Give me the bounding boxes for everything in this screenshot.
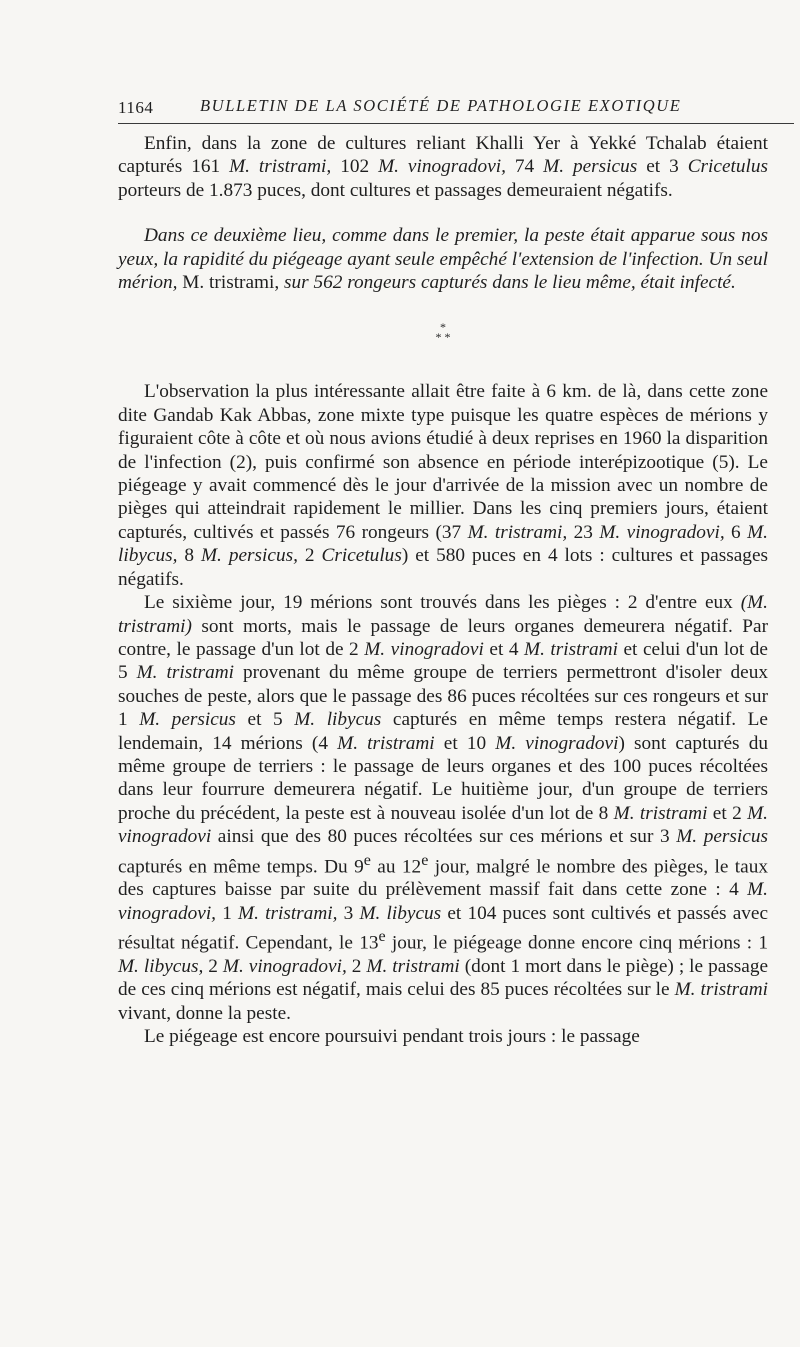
section-separator: * * *	[435, 320, 451, 345]
header-rule	[118, 123, 794, 124]
paragraph-4: Le sixième jour, 19 mérions sont trouvés dans les pièges : 2 d'entre eux (M. tristrami) sont morts, mais le passage de leurs organes demeurera négatif. Par contre, le passage d'un lot de 2 M. vinogradovi et 4 M. tristrami et celui d'un lot de 5 M. tristrami provenant du même groupe de terriers permettront d'isoler deux souches de peste, alors que le passage des 86 puces récoltées sur ces rongeurs et sur 1 M. persicus et 5 M. libycus capturés en même temps restera négatif. Le lendemain, 14 mérions (4 M. tristrami et 10 M. vinogradovi) sont capturés du même groupe de terriers : le passage de leurs organes et des 100 puces récoltées dans leur fourrure demeurera négatif. Le huitième jour, d'un groupe de terriers proche du précédent, la peste est à nouveau isolée d'un lot de 8 M. tristrami et 2 M. vinogradovi ainsi que des 80 puces récoltées sur ces mérions et sur 3 M. persicus capturés en même temps. Du 9e au 12e jour, malgré le nombre des pièges, le taux des captures baisse par suite du prélèvement massif fait dans cette zone : 4 M. vinogradovi, 1 M. tristrami, 3 M. libycus et 104 puces sont cultivés et passés avec résultat négatif. Cependant, le 13e jour, le piégeage donne encore cinq mérions : 1 M. libycus, 2 M. vinogradovi, 2 M. tristrami (dont 1 mort dans le piège) ; le passage de ces cinq mérions est négatif, mais celui des 85 puces récoltées sur le M. tristrami vivant, donne la peste.	[118, 592, 769, 1024]
body-text	[118, 132, 768, 1049]
paragraph-1: Enfin, dans la zone de cultures reliant Khalli Yer à Yekké Tchalab étaient capturés 161 M. tristrami, 102 M. vinogradovi, 74 M. persicus et 3 Cricetulus porteurs de 1.873 puces, dont cultures et passages demeuraient négatifs.	[118, 133, 769, 201]
paragraph-2: Dans ce deuxième lieu, comme dans le premier, la peste était apparue sous nos yeux, la rapidité du piégeage ayant seule empêché l'extension de l'infection. Un seul mérion, M. tristrami, sur 562 rongeurs capturés dans le lieu même, était infecté.	[118, 225, 768, 294]
paragraph-5: Le piégeage est encore poursuivi pendant trois jours : le passage	[144, 1026, 640, 1048]
page-number: 1164	[118, 98, 154, 117]
running-title: BULLETIN DE LA SOCIÉTÉ DE PATHOLOGIE EXOTIQUE	[200, 96, 682, 115]
paragraph-3: L'observation la plus intéressante allait être faite à 6 km. de là, dans cette zone dite Gandab Kak Abbas, zone mixte type puisque les quatre espèces de mérions y figuraient côte à côte et où nous avions étudié à deux reprises en 1960 la disparition de l'infection (2), puis confirmé son absence en période interépizootique (5). Le piégeage y avait commencé dès le jour d'arrivée de la mission avec un nombre de pièges qui atteindrait rapidement le millier. Dans les cinq premiers jours, étaient capturés, cultivés et passés 76 rongeurs (37 M. tristrami, 23 M. vinogradovi, 6 M. libycus, 8 M. persicus, 2 Cricetulus) et 580 puces en 4 lots : cultures et passages négatifs.	[118, 381, 769, 590]
running-header	[118, 92, 794, 124]
